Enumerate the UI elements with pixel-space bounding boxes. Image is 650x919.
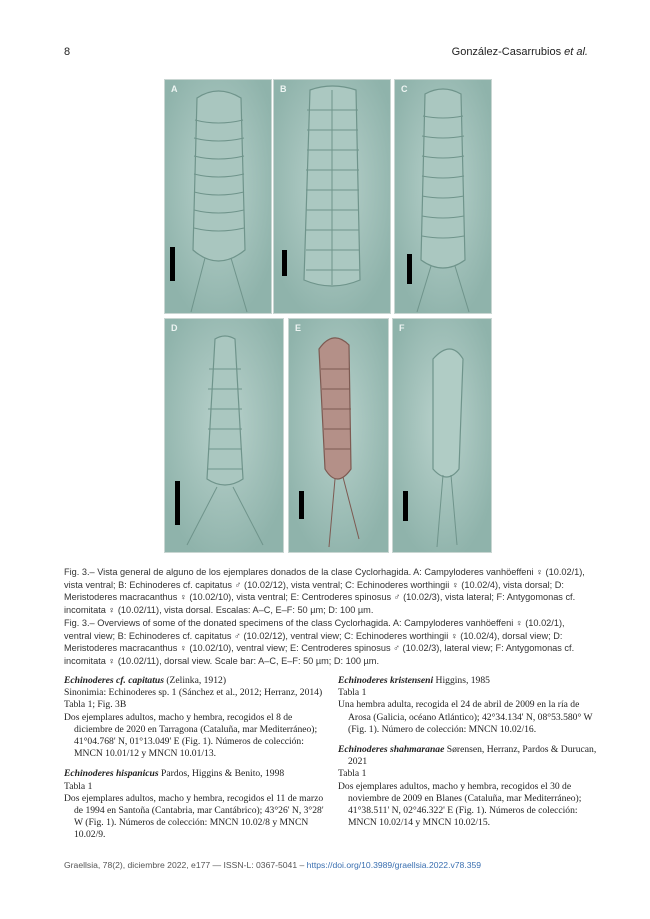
- reference-line: Tabla 1; Fig. 3B: [64, 699, 127, 711]
- species-name: Echinoderes hispanicus: [64, 768, 159, 780]
- figure-panel-e: [288, 318, 389, 553]
- reference-line: Tabla 1: [338, 687, 367, 699]
- species-name: Echinoderes kristenseni: [338, 675, 434, 686]
- species-authority: (Zelinka, 1912): [163, 675, 227, 686]
- panel-label-f: F: [399, 323, 405, 333]
- material-paragraph: Dos ejemplares adultos, macho y hembra, recogidos el 11 de marzo de 1994 en Santoña (Cantabria, mar Cantábrico); 43°26' N, 3°28' W (Fig. 1). Números de colección: MNCN 10.02/8 y MNCN 10.02/9.: [64, 792, 324, 841]
- right-column: [338, 675, 600, 829]
- left-column: [64, 675, 326, 842]
- species-authority: Sørensen, Herranz, Pardos & Durucan, 2021: [348, 744, 597, 768]
- specimen-a-illustration: [165, 80, 271, 313]
- synonymy-line: Sinonimia: Echinoderes sp. 1 (Sánchez et al., 2012; Herranz, 2014): [64, 687, 323, 699]
- scale-bar-c: [407, 254, 412, 284]
- species-name: Echinoderes cf. capitatus: [64, 675, 164, 686]
- species-heading: [338, 675, 600, 687]
- panel-label-a: A: [171, 84, 178, 94]
- material-paragraph: Una hembra adulta, recogida el 24 de abril de 2009 en la ría de Arosa (Galicia, océano Atlántico); 42°34.134' N, 08°53.580° W (Fig. 1). Número de colección: MNCN 10.02/16.: [338, 699, 593, 735]
- species-heading: [64, 768, 326, 780]
- doi-link[interactable]: https://doi.org/10.3989/graellsia.2022.v78.359: [306, 860, 482, 870]
- specimen-b-illustration: [274, 80, 390, 313]
- panel-label-e: E: [295, 323, 302, 333]
- species-heading: [338, 744, 600, 768]
- footer-citation: Graellsia, 78(2), diciembre 2022, e177 — ISSN-L: 0367-5041 –: [64, 860, 307, 870]
- panel-label-d: D: [171, 323, 178, 333]
- figure-panel-a: [164, 79, 272, 314]
- panel-label-c: C: [401, 84, 408, 94]
- reference-line: Tabla 1: [64, 780, 93, 792]
- scale-bar-f: [403, 491, 408, 521]
- figure-panel-d: [164, 318, 284, 553]
- scale-bar-e: [299, 491, 304, 519]
- page-number: 8: [64, 46, 71, 58]
- species-heading: [64, 675, 326, 687]
- scale-bar-d: [175, 481, 180, 525]
- material-paragraph: Dos ejemplares adultos, macho y hembra, recogidos el 30 de noviembre de 2009 en Blanes (Cataluña, mar Mediterráneo); 41°38.511' N, 02°46.322' E (Fig. 1). Números de colección: MNCN 10.02/14 y MNCN 10.02/15.: [338, 780, 582, 829]
- material-paragraph: Dos ejemplares adultos, macho y hembra, recogidos el 8 de diciembre de 2020 en Tarragona (Cataluña, mar Mediterráneo); 41°04.768' N, 01°13.049' E (Fig. 1). Números de colección: MNCN 10.01/12 y MNCN 10.01/13.: [64, 711, 318, 760]
- scale-bar-b: [282, 250, 287, 276]
- specimen-d-illustration: [165, 319, 283, 552]
- panel-label-b: B: [280, 84, 287, 94]
- scale-bar-a: [170, 247, 175, 281]
- species-authority: Pardos, Higgins & Benito, 1998: [158, 768, 285, 780]
- figure-panel-f: [392, 318, 492, 553]
- page-footer: [64, 860, 481, 870]
- species-name: Echinoderes shahmaranae: [338, 744, 445, 756]
- reference-line: Tabla 1: [338, 768, 367, 780]
- figure-caption-en: Fig. 3.– Overviews of some of the donated specimens of the class Cyclorhagida. A: Campyloderes vanhöeffeni ♀ (10.02/1), ventral view; B: Echinoderes cf. capitatus ♂ (10.02/12), ventral view; C: Echinoderes worthingii ♀ (10.02/4), dorsal view; D: Meristoderes macracanthus ♀ (10.02/10), ventral view; E: Centroderes spinosus ♂ (10.02/3), lateral view; F: Antygomonas cf. incomitata ♀ (10.02/11), dorsal view. Scale bar: A–C, E–F: 50 µm; D: 100 µm.: [64, 618, 575, 666]
- running-head: González-Casarrubios et al.: [451, 46, 588, 58]
- figure-panel-b: [273, 79, 391, 314]
- et-al-italic: et al.: [564, 46, 588, 58]
- species-authority: Higgins, 1985: [433, 675, 490, 686]
- figure-panel-c: [394, 79, 492, 314]
- figure-caption-es: Fig. 3.– Vista general de alguno de los ejemplares donados de la clase Cyclorhagida. A: Campyloderes vanhöeffeni ♀ (10.02/1), vista ventral; B: Echinoderes cf. capitatus ♂ (10.02/12), vista ventral; C: Echinoderes worthingii ♀ (10.02/4), vista dorsal; D: Meristoderes macracanthus ♀ (10.02/10), vista ventral; E: Centroderes spinosus ♂ (10.02/3), vista lateral; F: Antygomonas cf. incomitata ♀ (10.02/11), vista dorsal. Escalas: A–C, E–F: 50 µm; D: 100 µm.: [64, 567, 585, 615]
